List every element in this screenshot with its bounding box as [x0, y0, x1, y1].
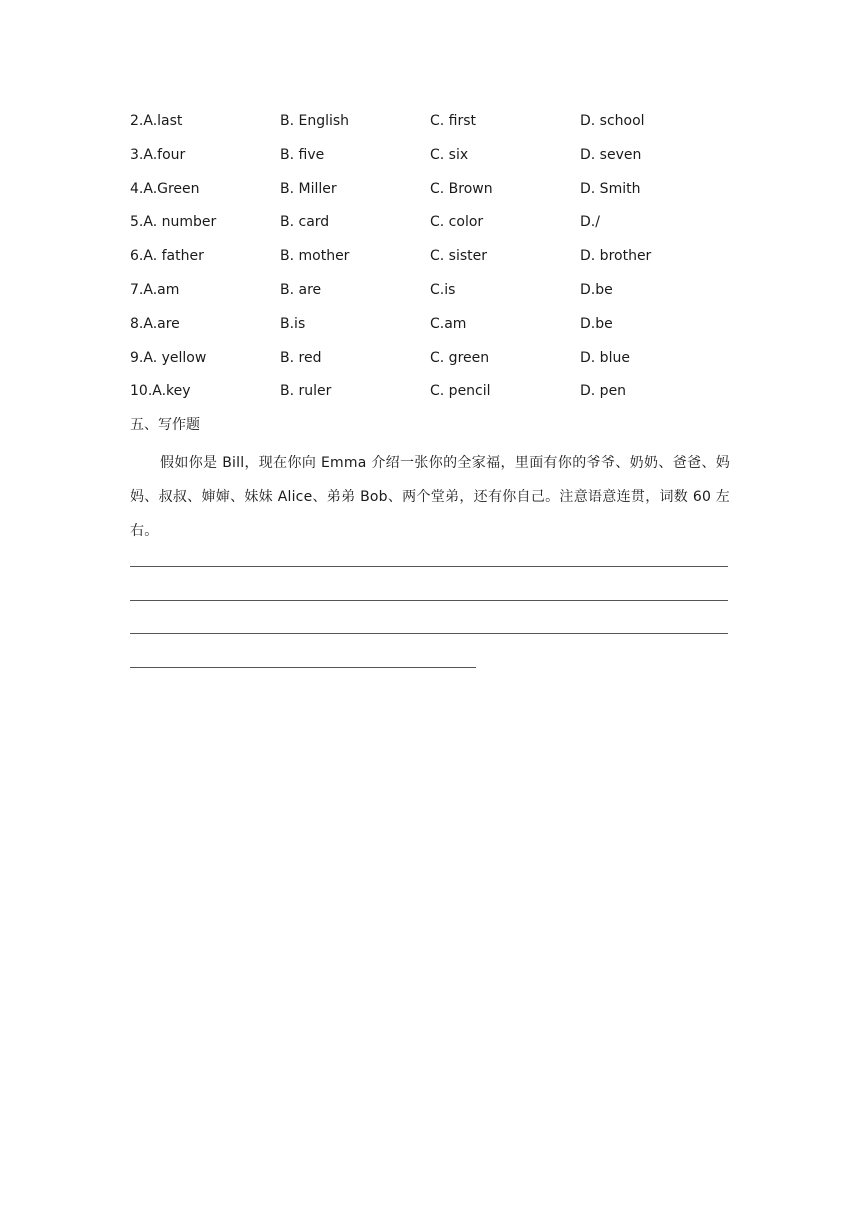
question-row [130, 379, 730, 413]
option-d: D. seven [580, 146, 642, 163]
option-a: 5.A. number [130, 214, 217, 231]
option-b: B. Miller [280, 180, 337, 197]
option-c: C. color [430, 214, 484, 231]
option-b: B. five [280, 146, 325, 163]
writing-prompt: 假如你是 Bill，现在你向 Emma 介绍一张你的全家福，里面有你的爷爷、奶奶、爸爸、妈妈、叔叔、婶婶、妹妹 Alice、弟弟 Bob、两个堂弟，还有你自己。注意语意连贯，词数 60 左右。 [130, 455, 730, 539]
option-c: C. pencil [430, 383, 491, 400]
option-a: 3.A.four [130, 146, 186, 163]
question-row [130, 244, 730, 278]
option-c: C. green [430, 349, 490, 366]
option-b: B. are [280, 281, 322, 298]
question-row [130, 210, 730, 244]
option-c: C. first [430, 113, 477, 129]
option-b: B. card [280, 214, 330, 231]
option-c: C.is [430, 281, 456, 298]
option-d: D. pen [580, 383, 627, 400]
option-c: C. sister [430, 248, 488, 265]
option-b: B. English [280, 113, 350, 129]
option-d: D.be [580, 281, 613, 298]
answer-line[interactable] [130, 600, 728, 601]
option-c: C. Brown [430, 180, 493, 197]
option-a: 7.A.am [130, 281, 180, 298]
question-row [130, 143, 730, 177]
option-a: 9.A. yellow [130, 349, 207, 366]
question-row [130, 278, 730, 312]
option-d: D. blue [580, 349, 630, 366]
answer-line[interactable] [130, 667, 476, 668]
answer-line[interactable] [130, 633, 728, 634]
option-a: 8.A.are [130, 315, 180, 332]
question-row [130, 312, 730, 346]
option-c: C. six [430, 146, 469, 163]
option-a: 4.A.Green [130, 180, 200, 197]
question-row [130, 346, 730, 380]
option-b: B.is [280, 315, 306, 332]
question-row [130, 177, 730, 211]
option-b: B. mother [280, 248, 350, 265]
writing-section-title: 五、写作题 [130, 417, 200, 433]
option-d: D./ [580, 214, 600, 231]
option-c: C.am [430, 315, 467, 332]
option-a: 10.A.key [130, 383, 191, 400]
option-d: D. Smith [580, 180, 641, 197]
option-d: D.be [580, 315, 613, 332]
option-d: D. brother [580, 248, 652, 265]
option-b: B. red [280, 349, 322, 366]
option-a: 2.A.last [130, 113, 183, 129]
option-d: D. school [580, 113, 645, 129]
multiple-choice-options [130, 109, 730, 413]
answer-line[interactable] [130, 566, 728, 567]
question-row [130, 109, 730, 143]
option-b: B. ruler [280, 383, 332, 400]
option-a: 6.A. father [130, 248, 204, 265]
